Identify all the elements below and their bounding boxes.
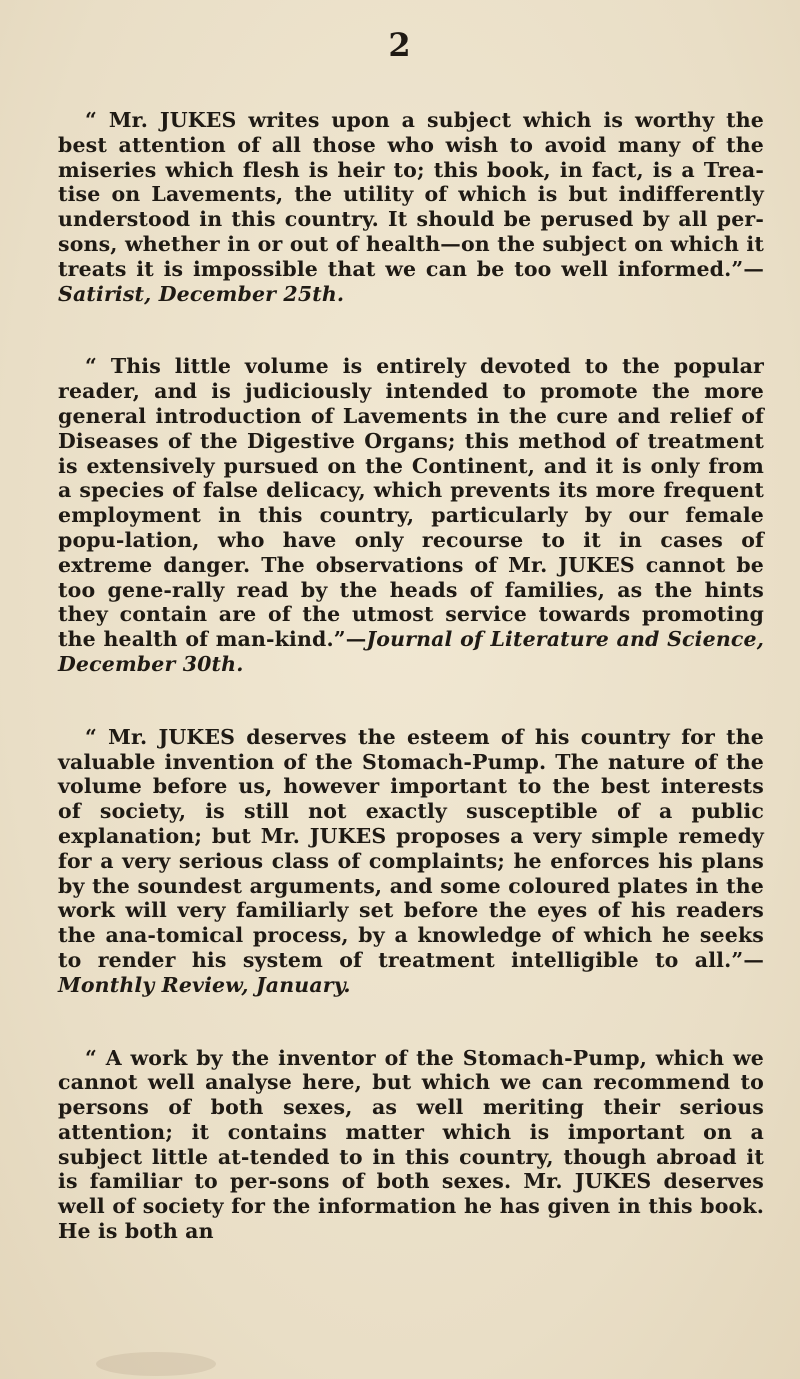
paper-stain [96, 1352, 216, 1376]
page-number: 2 [388, 26, 412, 64]
review-source: Satirist, December 25th. [58, 281, 345, 306]
review-monthly-review [58, 725, 764, 998]
review-stomach-pump-work [58, 1046, 764, 1244]
review-text: “ A work by the inventor of the Stomach-Pump, which we cannot well analyse here, but which we can recommend to persons of both sexes, as well meriting their serious attention; it contains matter which is important on a subject little at-tended to in this country, though abroad it is familiar to per-sons of both sexes. Mr. JUKES deserves well of society for the information he has given in this book. He is both an [58, 1045, 764, 1244]
review-text: “ Mr. JUKES deserves the esteem of his country for the valuable invention of the Stomach-Pump. The nature of the volume before us, however important to the best interests of society, is still not exactly susceptible of a public explanation; but Mr. JUKES proposes a very simple remedy for a very serious class of complaints; he enforces his plans by the soundest arguments, and some coloured plates in the work will very familiarly set before the eyes of his readers the ana-tomical process, by a knowledge of which he seeks to render his system of treatment intelligible to all.”— [58, 724, 764, 972]
review-source: Monthly Review, January. [58, 972, 351, 997]
review-text: “ Mr. JUKES writes upon a subject which is worthy the best attention of all those who wish to avoid many of the miseries which flesh is heir to; this book, in fact, is a Trea-tise on Lavements, the utility of which is but indifferently understood in this country. It should be perused by all per-sons, whether in or out of health—on the subject on which it treats it is impossible that we can be too well informed.”— [58, 108, 764, 281]
review-satirist [58, 108, 764, 306]
review-text: “ This little volume is entirely devoted to the popular reader, and is judiciously intended to promote the more general introduction of Lavements in the cure and relief of Diseases of the Digestive Organs; this method of treatment is extensively pursued on the Continent, and it is only from a species of false delicacy, which prevents its more frequent employment in this country, particularly by our female popu-lation, who have only recourse to it in cases of extreme danger. The observations of Mr. JUKES cannot be too gene-rally read by the heads of families, as the hints they contain are of the utmost service towards promoting the health of man-kind.”— [58, 354, 764, 652]
review-journal-of-literature [58, 354, 764, 676]
review-source: Journal of Literature and Science, December 30th. [58, 627, 764, 676]
